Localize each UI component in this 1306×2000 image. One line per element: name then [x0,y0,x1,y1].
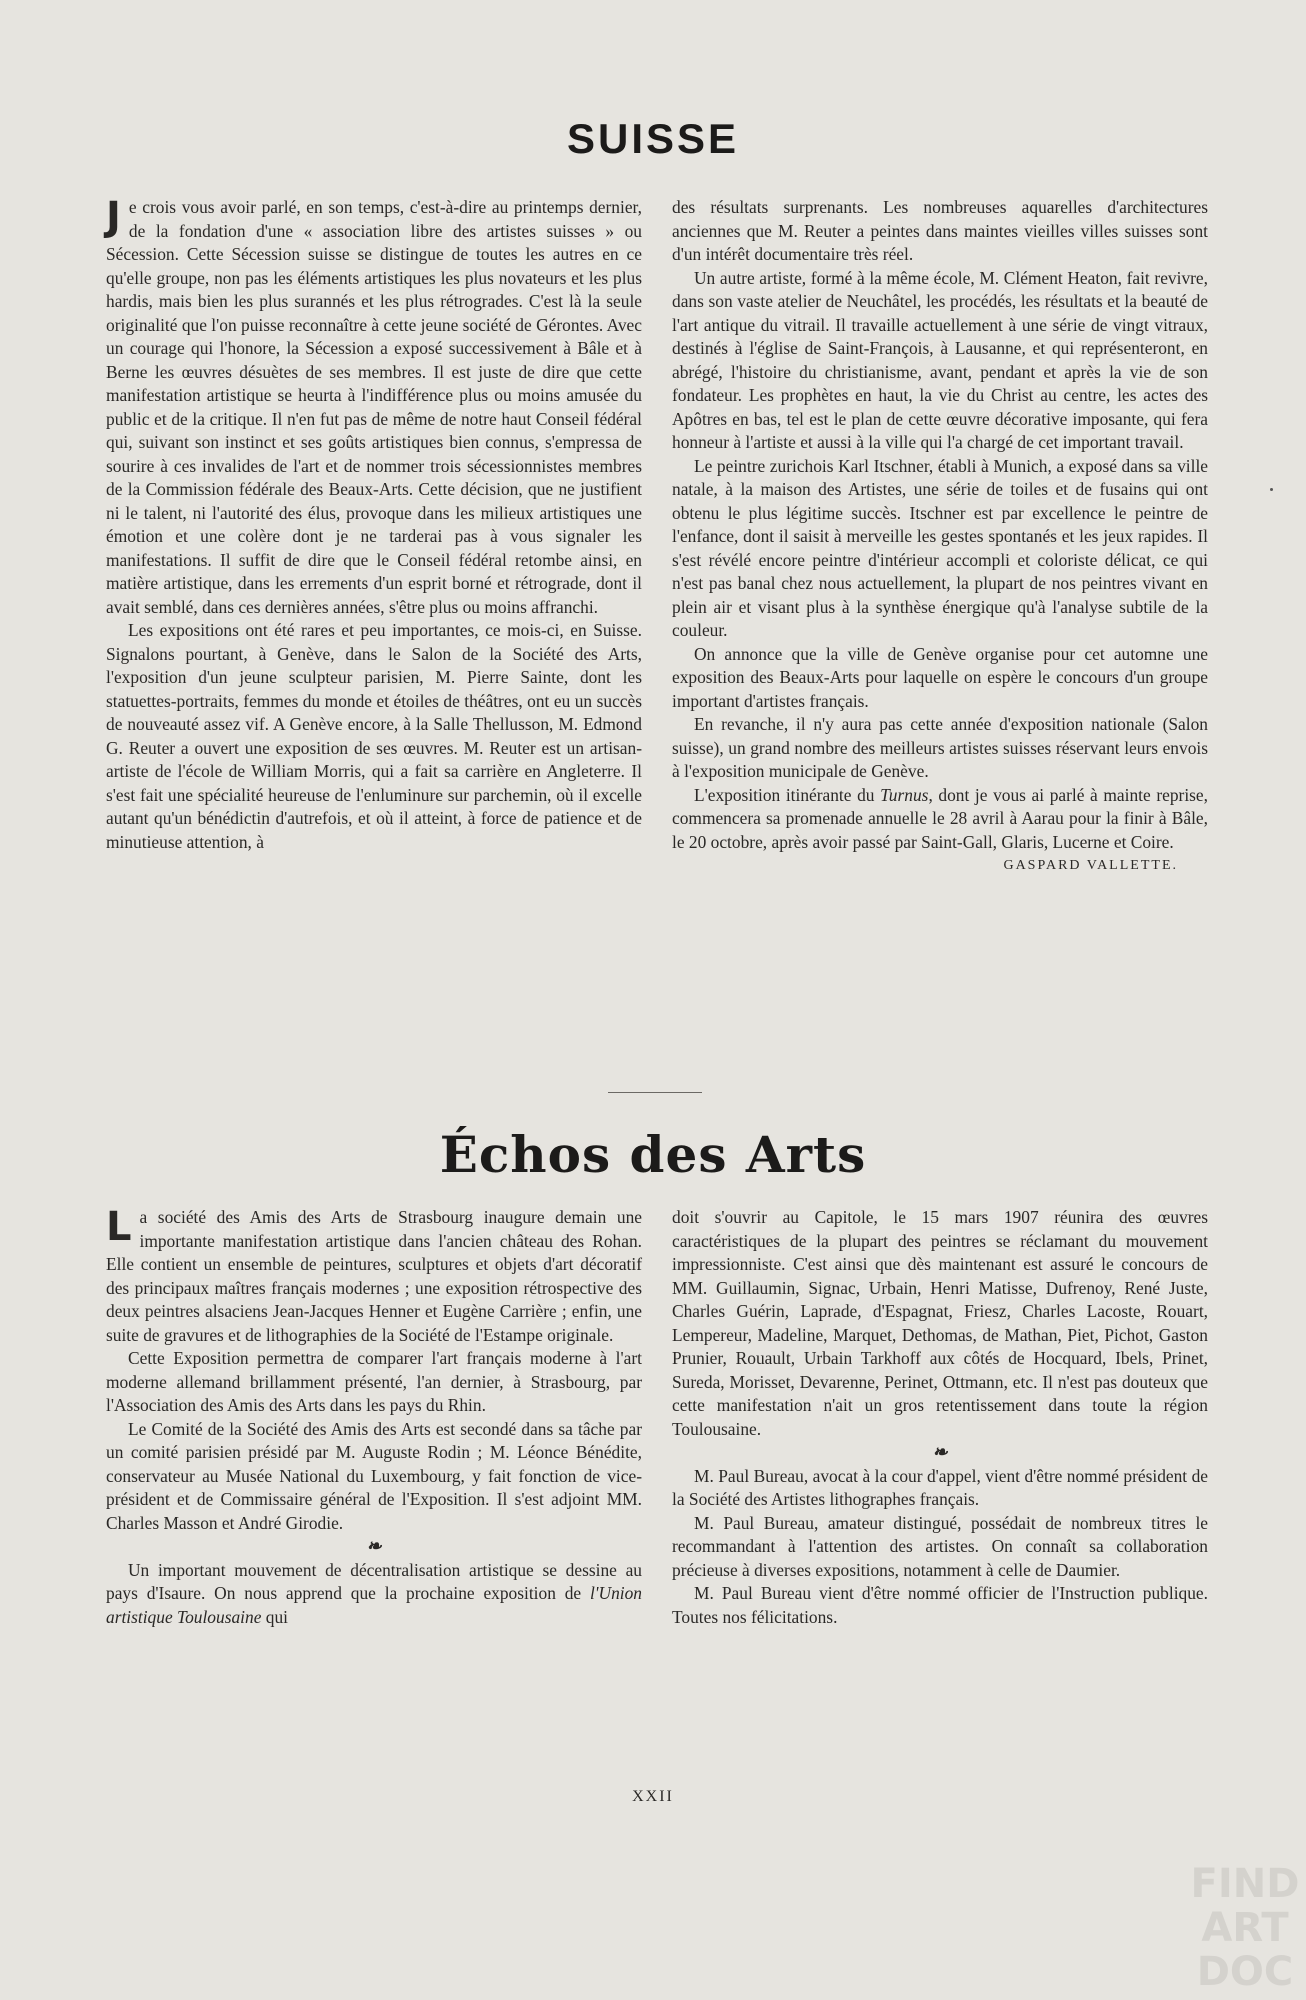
echos-column-left [106,1206,642,1629]
union-title: l'Union artistique Toulousaine [106,1583,642,1627]
section-divider [608,1092,702,1093]
section-title-echos: Échos des Arts [439,1125,867,1184]
suisse-paragraph-1: Je crois vous avoir parlé, en son temps, c'est-à-dire au printemps dernier, de la fondation d'une « association libre des artistes suisses » ou Sécession. Cette Sécession suisse se distingue de toutes les autres en ce qu'elle groupe, non pas les éléments artistiques les plus novateurs et les plus hardis, mais bien les plus surannés et les plus rétrogrades. C'est là la seule originalité que l'on puisse reconnaître à cette jeune société de Gérontes. Avec un courage qui l'honore, la Sécession a exposé successivement à Bâle et à Berne les œuvres désuètes de ses membres. Il est juste de dire que cette manifestation artistique se heurta à l'indifférence plus ou moins amusée du public et de la critique. Il n'en fut pas de même de notre haut Conseil fédéral qui, suivant son instinct et ses goûts artistiques bien connus, s'empressa de sourire à ces invalides de l'art et de nommer trois sécessionnistes membres de la Commission fédérale des Beaux-Arts. Cette décision, que ne justifient ni le talent, ni l'autorité des élus, provoque dans les milieux artistiques une émotion et une colère dont je ne tarderai pas à vous signaler les manifestations. Il suffit de dire que le Conseil fédéral retombe ainsi, en matière artistique, dans les errements d'un esprit borné et rétrograde, dont il avait semblé, dans ces dernières années, s'être plus ou moins affranchi. [106,194,642,617]
turnus-text-before: L'exposition itinérante du [694,784,881,805]
turnus-title: Turnus [880,784,929,805]
fleuron-ornament-icon: ❧ [366,1536,382,1556]
fleuron-ornament-icon-2: ❧ [932,1442,948,1462]
watermark-line-3: DOC [1196,1949,1294,1995]
echos-paragraph-8: M. Paul Bureau vient d'être nommé officier de l'Instruction publique. Toutes nos félicitations. [672,1583,1208,1627]
suisse-column-right [672,196,1208,878]
author-signature: GASPARD VALLETTE. [1003,858,1178,873]
echos-paragraph-7: M. Paul Bureau, amateur distingué, possédait de nombreux titres le recommandant à l'attention des artistes. On connaît sa collaboration précieuse à diverses expositions, notamment à celle de Daumier. [672,1512,1208,1580]
echos-column-right [672,1206,1208,1629]
echos-paragraph-4 [106,1559,642,1630]
margin-speck [1270,488,1273,491]
suisse-paragraph-4: Un autre artiste, formé à la même école, M. Clément Heaton, fait revivre, dans son vaste atelier de Neuchâtel, les procédés, les résultats et la beauté de l'art antique du vitrail. Il travaille actuellement à une série de vingt vitraux, destinés à l'église de Saint-François, à Lausanne, et qui représenteront, en abrégé, l'histoire du christianisme, avant, pendant et après la vie de son fondateur. Les prophètes en haut, la vie du Christ au centre, les actes des Apôtres en bas, tel est le plan de cette œuvre décorative imposante, qui fera honneur à l'artiste et aussi à la ville qui l'a chargé de cet important travail. [672,267,1208,452]
echos-paragraph-3: Le Comité de la Société des Amis des Arts est secondé dans sa tâche par un comité parisien présidé par M. Auguste Rodin ; M. Léonce Bénédite, conservateur au Musée National du Luxembourg, y fait fonction de vice-président et de Commissaire général de l'Exposition. Il s'est adjoint MM. Charles Masson et André Girodie. [106,1418,642,1533]
echos-paragraph-5: doit s'ouvrir au Capitole, le 15 mars 1907 réunira des œuvres caractéristiques de la plupart des peintres se réclamant du mouvement impressionniste. C'est ainsi que dès maintenant est assuré le concours de MM. Guillaumin, Signac, Urbain, Henri Matisse, Dufrenoy, René Juste, Charles Guérin, Laprade, d'Espagnat, Friesz, Charles Lacoste, Rouart, Lempereur, Madeline, Marquet, Dethomas, de Mathan, Piet, Pichot, Gaston Prunier, Rouault, Urbain Tarkhoff aux côtés de Hocquard, Ibels, Prinet, Sureda, Morisset, Devarenne, Perinet, Ottmann, etc. Il n'est pas douteux que cette manifestation n'ait un gros retentissement dans toute la région Toulousaine. [672,1207,1208,1439]
watermark-line-2: ART [1201,1905,1289,1951]
union-text-before: Un important mouvement de décentralisation artistique se dessine au pays d'Isaure. On nous apprend que la prochaine exposition de [106,1559,642,1603]
section-title-suisse: SUISSE [566,115,740,162]
turnus-text-after: , dont je vous ai parlé à mainte reprise, commencera sa promenade annuelle le 28 avril à Aarau pour la finir à Bâle, le 20 octobre, après avoir passé par Saint-Gall, Glaris, Lucerne et Coire. [672,784,1208,852]
watermark-logo [1184,1862,1306,2000]
echos-paragraph-6: M. Paul Bureau, avocat à la cour d'appel, vient d'être nommé président de la Société des Artistes lithographes français. [672,1465,1208,1509]
suisse-column-left [106,196,642,854]
echos-paragraph-1: La société des Amis des Arts de Strasbourg inaugure demain une importante manifestation artistique dans l'ancien château des Rohan. Elle contient un ensemble de peintures, sculptures et objets d'art décoratif des principaux maîtres français modernes ; une exposition rétrospective des deux peintres alsaciens Jean-Jacques Henner et Eugène Carrière ; enfin, une suite de gravures et de lithographies de la Société de l'Estampe originale. [106,1204,642,1345]
watermark-line-1: FIND [1190,1861,1300,1907]
suisse-paragraph-7: En revanche, il n'y aura pas cette année d'exposition nationale (Salon suisse), un grand nombre des meilleurs artistes suisses réservant leurs envois à l'exposition municipale de Genève. [672,714,1208,781]
suisse-paragraph-3: des résultats surprenants. Les nombreuses aquarelles d'architectures anciennes que M. Reuter a peintes dans maintes vieilles villes suisses sont d'un intérêt documentaire très réel. [672,197,1208,264]
page-number: XXII [632,1788,674,1805]
suisse-paragraph-6: On annonce que la ville de Genève organise pour cet automne une exposition des Beaux-Arts pour laquelle on espère le concours d'un groupe important d'artistes français. [672,643,1208,711]
suisse-paragraph-2: Les expositions ont été rares et peu importantes, ce mois-ci, en Suisse. Signalons pourtant, à Genève, dans le Salon de la Société des Arts, l'exposition d'un jeune sculpteur parisien, M. Pierre Sainte, dont les statuettes-portraits, femmes du monde et étoiles de théâtres, ont eu un succès de nouveauté assez vif. A Genève encore, à la Salle Thellusson, M. Edmond G. Reuter a ouvert une exposition de ses œuvres. M. Reuter est un artisan-artiste de l'école de William Morris, qui a fait sa carrière en Angleterre. Il s'est fait une spécialité heureuse de l'enluminure sur parchemin, où il excelle autant qu'un bénédictin d'autrefois, et où il atteint, à force de patience et de minutieuse attention, à [106,620,642,852]
suisse-paragraph-5: Le peintre zurichois Karl Itschner, établi à Munich, a exposé dans sa ville natale, à la maison des Artistes, une série de toiles et de fusains qui ont obtenu le plus légitime succès. Itschner est par excellence le peintre de l'enfance, dont il saisit à merveille les gestes spontanés et les jeux rapides. Il s'est révélé encore peintre d'intérieur accompli et coloriste délicat, ce qui n'est pas banal chez nous actuellement, la plupart de nos peintres vivant en plein air et visant plus à la synthèse énergique qu'à l'analyse subtile de la couleur. [672,455,1208,640]
suisse-paragraph-8 [672,784,1208,855]
union-text-after: qui [261,1606,288,1627]
echos-paragraph-2: Cette Exposition permettra de comparer l'art français moderne à l'art moderne allemand brillamment présenté, l'an dernier, à Strasbourg, par l'Association des Amis des Arts dans les pays du Rhin. [106,1348,642,1415]
